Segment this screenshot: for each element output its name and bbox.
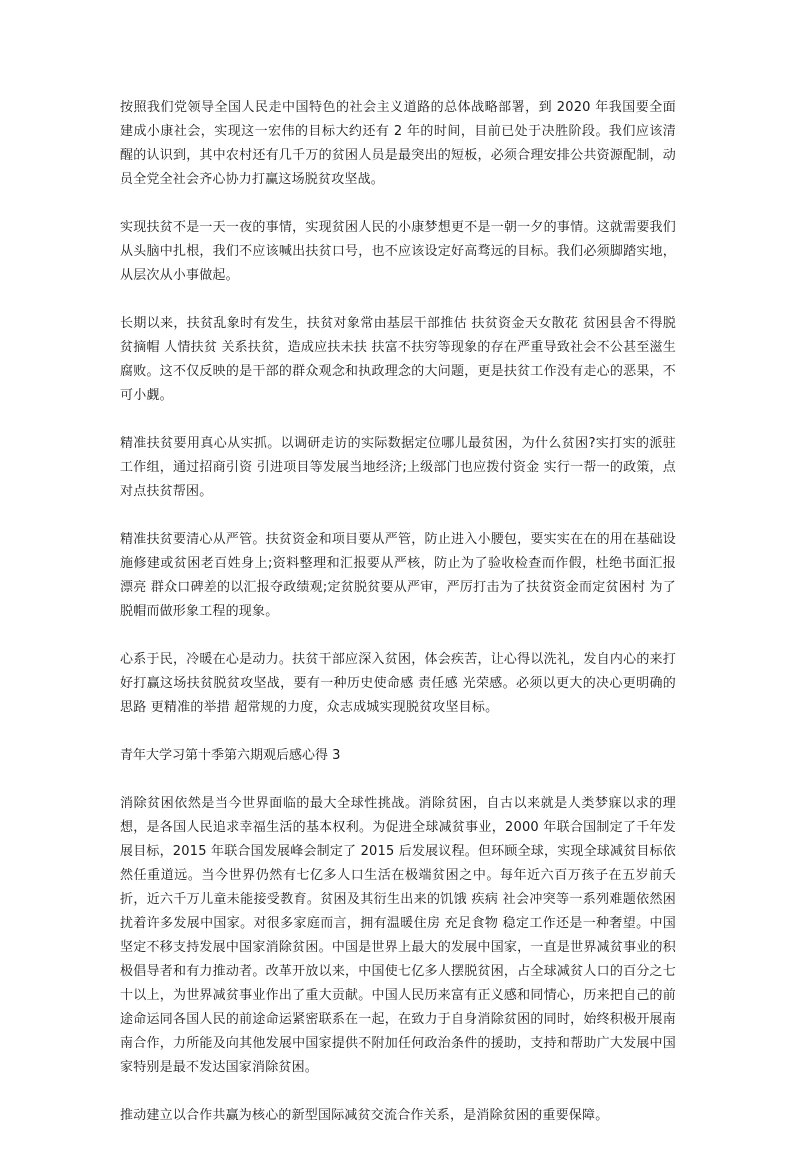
paragraph-1: 按照我们党领导全国人民走中国特色的社会主义道路的总体战略部署，到 2020 年我国要全面建成小康社会，实现这一宏伟的目标大约还有 2 年的时间，目前已处于决胜阶段。我们应该清醒的认识到，其中农村还有几千万的贫困人员是最突出的短板，必须合理安排公共资源配制，动员全党全社会齐心协力打赢这场脱贫攻坚战。 (120, 100, 676, 187)
paragraph-2: 实现扶贫不是一天一夜的事情，实现贫困人民的小康梦想更不是一朝一夕的事情。这就需要我们从头脑中扎根，我们不应该喊出扶贫口号，也不应该设定好高骛远的目标。我们必须脚踏实地，从层次从小事做起。 (120, 220, 676, 283)
paragraph-8: 推动建立以合作共赢为核心的新型国际减贫交流合作关系，是消除贫困的重要保障。 (120, 1108, 609, 1123)
paragraph-6: 心系于民，冷暖在心是动力。扶贫干部应深入贫困，体会疾苦，让心得以洗礼，发自内心的来打好打赢这场扶贫脱贫攻坚战，要有一种历史使命感 责任感 光荣感。必须以更大的决心更明确的思路 更精准的举措 超常规的力度，众志成城实现脱贫攻坚目标。 (120, 652, 676, 715)
paragraph-7: 消除贫困依然是当今世界面临的最大全球性挑战。消除贫困，自古以来就是人类梦寐以求的理想，是各国人民追求幸福生活的基本权利。为促进全球减贫事业，2000 年联合国制定了千年发展目标，2015 年联合国发展峰会制定了 2015 后发展议程。但环顾全球，实现全球减贫目标依然任重道远。当今世界仍然有七亿多人口生活在极端贫困之中。每年近六百万孩子在五岁前夭折，近六千万儿童未能接受教育。贫困及其衍生出来的饥饿 疾病 社会冲突等一系列难题依然困扰着许多发展中国家。对很多家庭而言，拥有温暖住房 充足食物 稳定工作还是一种奢望。中国坚定不移支持发展中国家消除贫困。中国是世界上最大的发展中国家，一直是世界减贫事业的积极倡导者和有力推动者。改革开放以来，中国使七亿多人摆脱贫困，占全球减贫人口的百分之七十以上，为世界减贫事业作出了重大贡献。中国人民历来富有正义感和同情心，历来把自己的前途命运同各国人民的前途命运紧密联系在一起，在致力于自身消除贫困的同时，始终积极开展南南合作，力所能及向其他发展中国家提供不附加任何政治条件的援助，支持和帮助广大发展中国家特别是最不发达国家消除贫困。 (120, 796, 676, 1075)
paragraph-3: 长期以来，扶贫乱象时有发生，扶贫对象常由基层干部推估 扶贫资金天女散花 贫困县舍不得脱贫摘帽 人情扶贫 关系扶贫，造成应扶未扶 扶富不扶穷等现象的存在严重导致社会不公甚至滋生腐败。这不仅反映的是干部的群众观念和执政理念的大问题，更是扶贫工作没有走心的恶果，不可小觑。 (120, 316, 676, 403)
section-heading: 青年大学习第十季第六期观后感心得 3 (120, 748, 341, 763)
paragraph-5: 精准扶贫要清心从严管。扶贫资金和项目要从严管，防止进入小腰包，要实实在在的用在基础设施修建或贫困老百姓身上;资料整理和汇报要从严核，防止为了验收检查而作假，杜绝书面汇报漂亮 群众口碑差的以汇报夺政绩观;定贫脱贫要从严审，严厉打击为了扶贫资金而定贫困村 为了脱帽而做形象工程的现象。 (120, 532, 676, 619)
document-body (120, 96, 676, 1152)
paragraph-4: 精准扶贫要用真心从实抓。以调研走访的实际数据定位哪儿最贫困，为什么贫困?实打实的派驻工作组，通过招商引资 引进项目等发展当地经济;上级部门也应拨付资金 实行一帮一的政策，点对点扶贫帮困。 (120, 436, 676, 499)
